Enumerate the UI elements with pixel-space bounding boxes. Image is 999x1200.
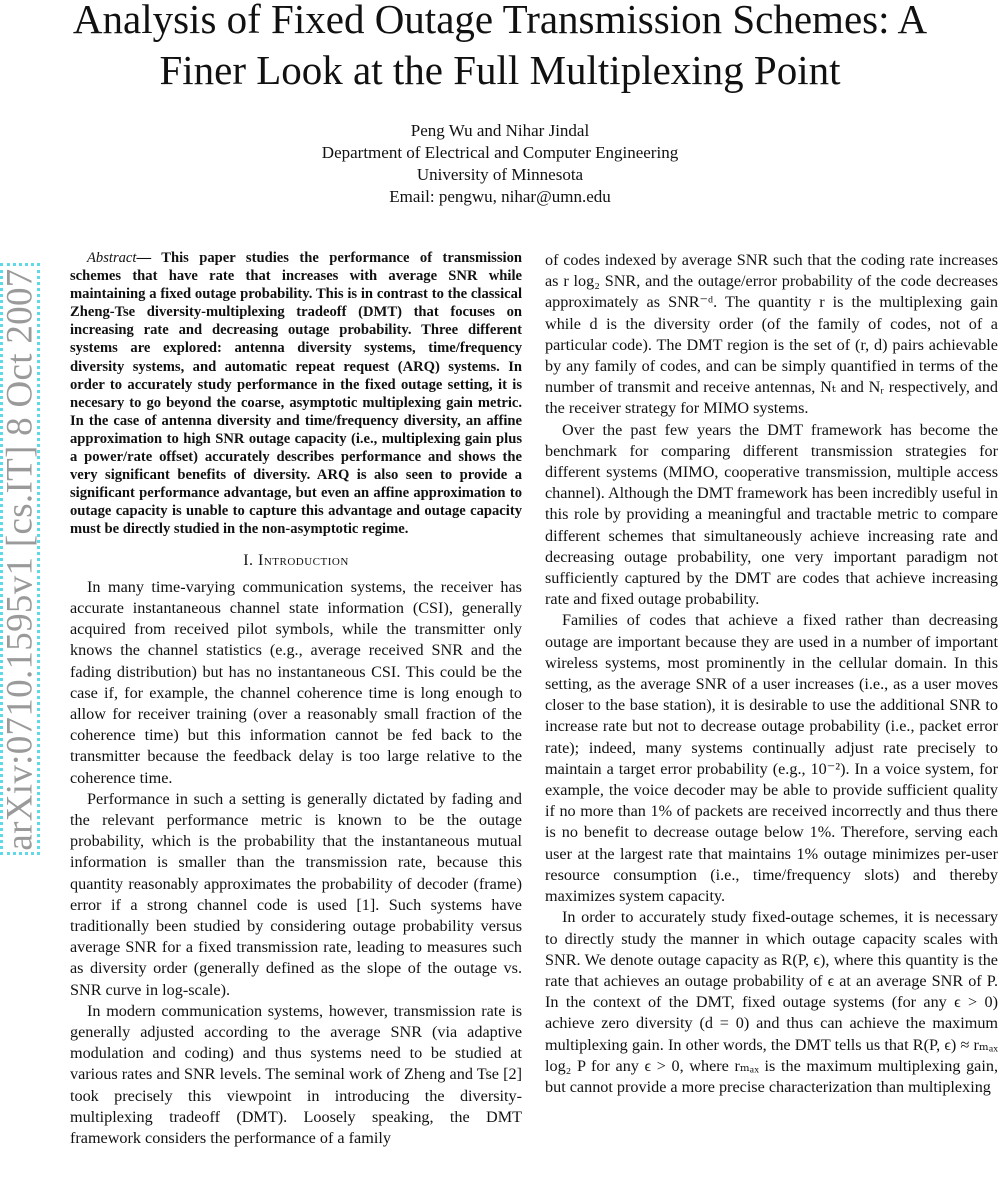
- email: Email: pengwu, nihar@umn.edu: [389, 187, 611, 206]
- paragraph: Families of codes that achieve a fixed rather than decreasing outage are important because they are used in a number of important wireless systems, most prominently in the cellular domain. In this setting, as the average SNR of a user increases (i.e., as a user moves closer to the base station), it is desirable to use the additional SNR to increase rate but not to decrease outage probability (i.e., packet error rate); indeed, many systems continually adjust rate precisely to maintain a target error probability (e.g., 10⁻²). In a voice system, for example, the voice decoder may be able to provide sufficient quality if no more than 1% of packets are received incorrectly and thus there is no benefit to decrease outage below 1%. Therefore, serving each user at the largest rate that maintains 1% outage minimizes per-user resource consumption (i.e., time/frequency slots) and thereby maximizes system capacity.: [545, 611, 998, 906]
- paragraph: Performance in such a setting is generally dictated by fading and the relevant performance metric is known to be the outage probability, which is the probability that the instantaneous mutual information is smaller than the transmission rate, because this quantity reasonably approximates the probability of decoder (frame) error if a strong channel code is used [1]. Such systems have traditionally been studied by considering outage probability versus average SNR for a fixed transmission rate, leading to measures such as diversity order (generally defined as the slope of the outage vs. SNR curve in log-scale).: [70, 789, 522, 999]
- department: Department of Electrical and Computer Engineering: [321, 143, 679, 162]
- paragraph: In modern communication systems, however, transmission rate is generally adjusted according to the average SNR (via adaptive modulation and coding) and thus systems need to be studied at various rates and SNR levels. The seminal work of Zheng and Tse [2] took precisely this viewpoint in introducing the diversity-multiplexing tradeoff (DMT). Loosely speaking, the DMT framework considers the performance of a family: [70, 1001, 522, 1147]
- section-heading: I. Introduction: [243, 551, 349, 569]
- paragraph: Over the past few years the DMT framework has become the benchmark for comparing different transmission strategies for different systems (MIMO, cooperative transmission, multiple access channel). Although the DMT framework has been incredibly useful in this role by providing a meaningful and tractable metric to compare different schemes that simultaneously achieve increasing rate and decreasing outage probability, one very important paradigm not sufficiently captured by the DMT are codes that achieve increasing rate and fixed outage probability.: [545, 420, 998, 609]
- author-block: [300, 120, 700, 208]
- right-column: [545, 250, 998, 1098]
- abstract-text: — This paper studies the performance of transmission schemes that have rate that increases with average SNR while maintaining a fixed outage probability. This is in contrast to the classical Zheng-Tse diversity-multiplexing tradeoff (DMT) that focuses on increasing rate and decreasing outage probability. Three different systems are explored: antenna diversity systems, time/frequency diversity systems, and automatic repeat request (ARQ) systems. In order to accurately study performance in the fixed outage setting, it is necesary to go beyond the coarse, asymptotic multiplexing gain metric. In the case of antenna diversity and time/frequency diversity, an affine approximation to high SNR outage capacity (i.e., multiplexing gain plus a power/rate offset) accurately describes performance and shows the very significant benefits of diversity. ARQ is also seen to provide a significant performance advantage, but even an affine approximation to outage capacity is unable to capture this advantage and outage capacity must be directly studied in the non-asymptotic regime.: [70, 250, 522, 538]
- left-column: [70, 249, 522, 1149]
- author-names: Peng Wu and Nihar Jindal: [410, 121, 590, 140]
- paragraph: of codes indexed by average SNR such that the coding rate increases as r log₂ SNR, and the outage/error probability of the code decreases approximately as SNR⁻ᵈ. The quantity r is the multiplexing gain while d is the diversity order (of the family of codes, not of a particular code). The DMT region is the set of (r, d) pairs achievable by any family of codes, and can be simply quantified in terms of the number of transmit and receive antennas, Nₜ and Nᵣ respectively, and the receiver strategy for MIMO systems.: [545, 251, 998, 418]
- paragraph: In order to accurately study fixed-outage schemes, it is necessary to directly study the manner in which outage capacity scales with SNR. We denote outage capacity as R(P, ϵ), where this quantity is the rate that achieves an outage probability of ϵ at an average SNR of P. In the context of the DMT, fixed outage systems (for any ϵ > 0) achieve zero diversity (d = 0) and thus can achieve the maximum multiplexing gain. In other words, the DMT tells us that R(P, ϵ) ≈ rₘₐₓ log₂ P for any ϵ > 0, where rₘₐₓ is the maximum multiplexing gain, but cannot provide a more precise characterization than multiplexing: [545, 908, 998, 1096]
- arxiv-identifier: arXiv:0710.1595v1 [cs.IT] 8 Oct 2007: [0, 267, 41, 851]
- paper-title: Analysis of Fixed Outage Transmission Schemes: A Finer Look at the Full Multiplexing Point: [72, 0, 928, 93]
- arxiv-stamp: [0, 263, 40, 855]
- abstract-label: Abstract: [87, 250, 137, 266]
- paragraph: In many time-varying communication systems, the receiver has accurate instantaneous channel state information (CSI), generally acquired from received pilot symbols, while the transmitter only knows the channel statistics (e.g., average received SNR and the fading distribution) but has no instantaneous CSI. This could be the case if, for example, the channel coherence time is long enough to allow for receiver training (over a reasonably small fraction of the coherence time) but this information cannot be fed back to the transmitter because the feedback delay is too large relative to the coherence time.: [70, 577, 522, 787]
- university: University of Minnesota: [416, 165, 584, 184]
- abstract: [70, 249, 522, 539]
